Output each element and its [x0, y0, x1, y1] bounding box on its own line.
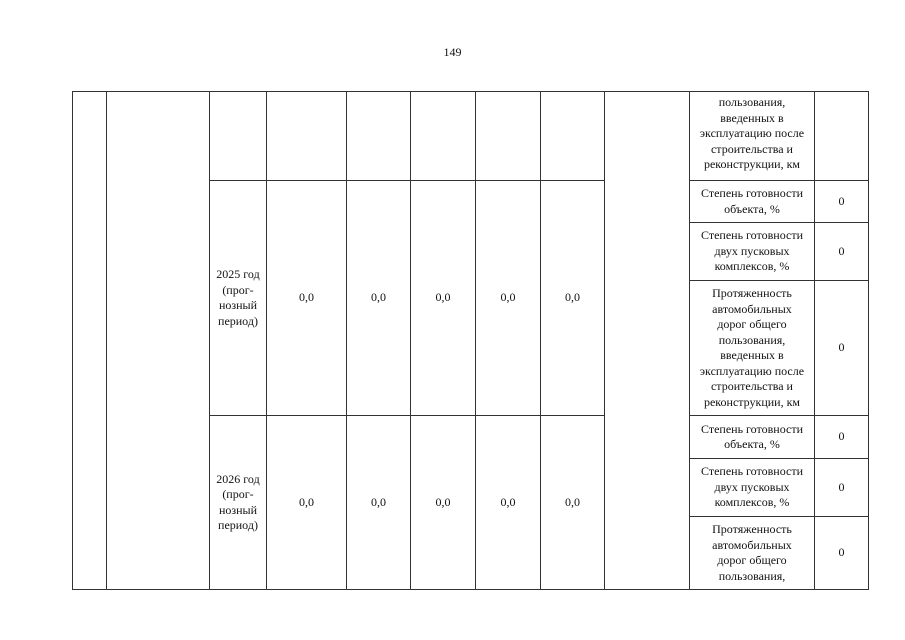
indicator-value: 0 [838, 429, 845, 444]
period-label: 2026 год (прог- нозный период) [216, 471, 260, 532]
indicator-value: 0 [838, 193, 845, 208]
finance-value: 0,0 [565, 494, 580, 509]
indicator-name: Протяженность автомобильных дорог общего пользования, введенных в эксплуатацию после строительства и реконструкции, км [699, 286, 805, 409]
table-left-border [72, 91, 73, 590]
table-right-border [868, 91, 869, 590]
finance-value: 0,0 [299, 494, 314, 509]
column-border [106, 91, 107, 590]
finance-value: 0,0 [371, 494, 386, 509]
finance-value: 0,0 [565, 290, 580, 305]
finance-value: 0,0 [435, 290, 451, 305]
finance-value: 0,0 [500, 494, 516, 509]
period-label: 2025 год (прог- нозный период) [216, 267, 260, 328]
indicator-name: Степень готовности объекта, % [701, 421, 803, 451]
indicator-name: Степень готовности двух пусковых комплексов, % [701, 464, 803, 510]
table-bottom-border [72, 589, 868, 590]
finance-value: 0,0 [435, 494, 451, 509]
finance-value: 0,0 [371, 290, 386, 305]
table-top-border [72, 91, 868, 92]
finance-value: 0,0 [299, 290, 314, 305]
indicator-name: Протяженность автомобильных дорог общего пользования, [712, 522, 792, 583]
indicator-name: Степень готовности двух пусковых комплексов, % [701, 228, 803, 274]
page-number: 149 [443, 45, 462, 59]
indicator-name-continued: пользования, введенных в эксплуатацию после строительства и реконструкции, км [699, 95, 805, 171]
indicator-value: 0 [838, 545, 845, 560]
indicator-value: 0 [838, 243, 845, 258]
indicator-value: 0 [838, 479, 845, 494]
column-border [604, 91, 605, 590]
indicator-value-continued [815, 92, 868, 180]
finance-value: 0,0 [500, 290, 516, 305]
indicator-value: 0 [838, 340, 845, 355]
indicator-name: Степень готовности объекта, % [701, 186, 803, 216]
